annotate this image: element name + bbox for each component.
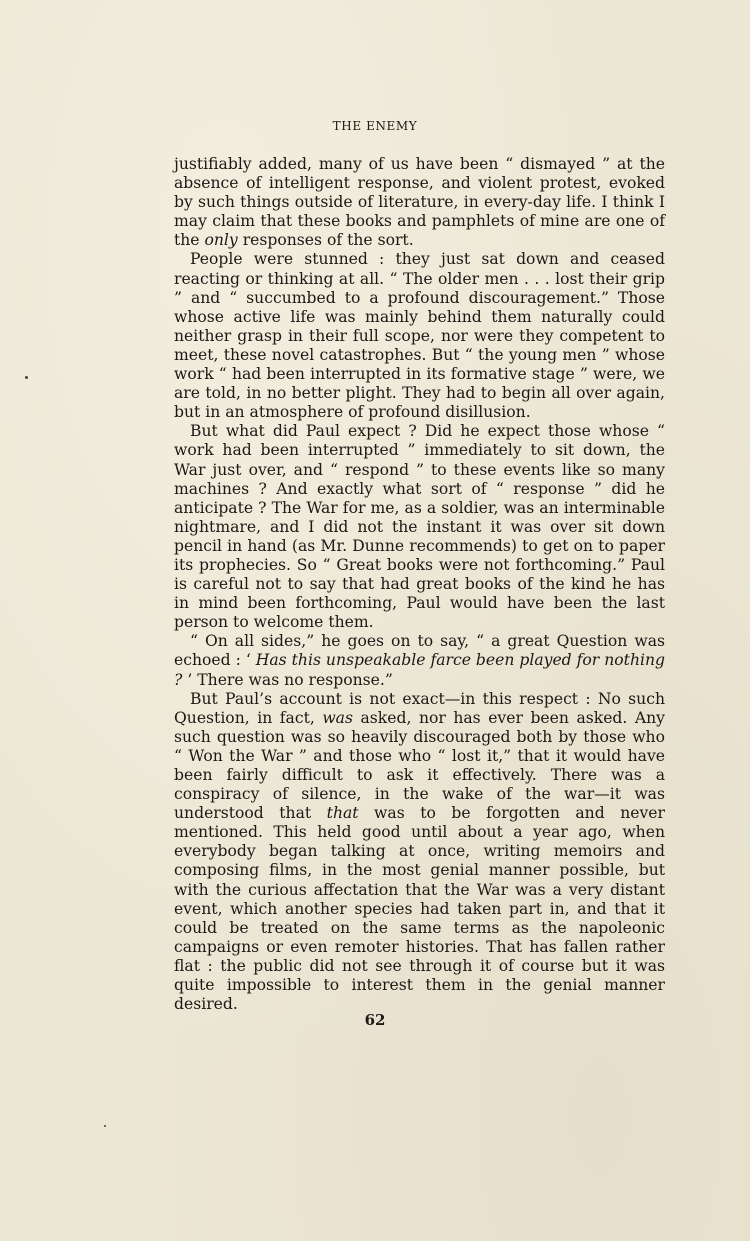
page-number: 62 (364, 1011, 386, 1029)
italic-text: only (204, 231, 238, 250)
text-run: responses of the sort. (237, 231, 414, 250)
italic-text: that (326, 804, 359, 823)
text-run: But what did Paul expect ? Did he expect those whose “ work had been interrupted ” immediately to sit down, the War just over, and “ respond ” to these events like so many machines ? And exactly what sort of “ response ” did he anticipate ? The War for me, as a soldier, was an interminable nightmare, and I did not the instant it was over sit down pencil in hand (as Mr. Dunne recommends) to get on to paper its prophecies. So “ Great books were not forthcoming.” Paul is careful not to say that had great books of the kind he has in mind been forthcoming, Paul would have been the last person to welcome them. (174, 422, 665, 632)
text-run: People were stunned : they just sat down and ceased reacting or thinking at all. “ The older men . . . lost their grip ” and “ succumbed to a profound discouragement.” Those whose active life was mainly behind them naturally could neither grasp in their full scope, nor were they competent to meet, these novel catastrophes. But “ the young men ” whose work “ had been interrupted in its formative stage ” were, we are told, in no better plight. They had to begin all over again, but in an atmosphere of profound disillusion. (174, 250, 665, 422)
text-run: asked, nor has ever been asked. Any such question was so heavily discouraged both by those who “ Won the War ” and those who “ lost it,” that it would have been fairly difficult to ask it effectively. There was a conspiracy of silence, in the wake of the war—it was understood that (174, 708, 665, 823)
text-run: ’ There was no response.” (182, 670, 393, 689)
text-run: justifiably added, many of us have been “ dismayed ” at the absence of intelligent response, and violent protest, evoked by such things outside of literature, in every-day life. I think I may claim that these books and pamphlets of mine are one of the (174, 155, 665, 250)
text-run: But Paul’s account is not exact—in this respect : No such Question, in fact, (174, 689, 665, 727)
paragraph-2 (174, 250, 665, 422)
paragraph-1 (174, 155, 665, 250)
paragraph-4 (174, 632, 665, 689)
text-run: was to be forgotten and never mentioned. This held good until about a year ago, when everybody began talking at once, writing memoirs and composing films, in the most genial manner possible, but with the curious affectation that the War was a very distant event, which another species had taken part in, and that it could be treated on the same terms as the napoleonic campaigns or even remoter histories. That has fallen rather flat : the public did not see through it of course but it was quite impossible to interest them in the genial manner desired. (174, 804, 665, 1014)
paper-speck (25, 376, 28, 379)
paragraph-3 (174, 422, 665, 632)
running-head: THE ENEMY (332, 119, 418, 133)
paragraph-5 (174, 690, 665, 1015)
text-run: “ On all sides,” he goes on to say, “ a great Question was echoed : ‘ (174, 632, 665, 670)
paper-speck (104, 1125, 106, 1127)
body-text (174, 155, 665, 1014)
italic-text: was (322, 708, 353, 727)
italic-text: Has this unspeakable farce been played for nothing ? (174, 651, 665, 689)
